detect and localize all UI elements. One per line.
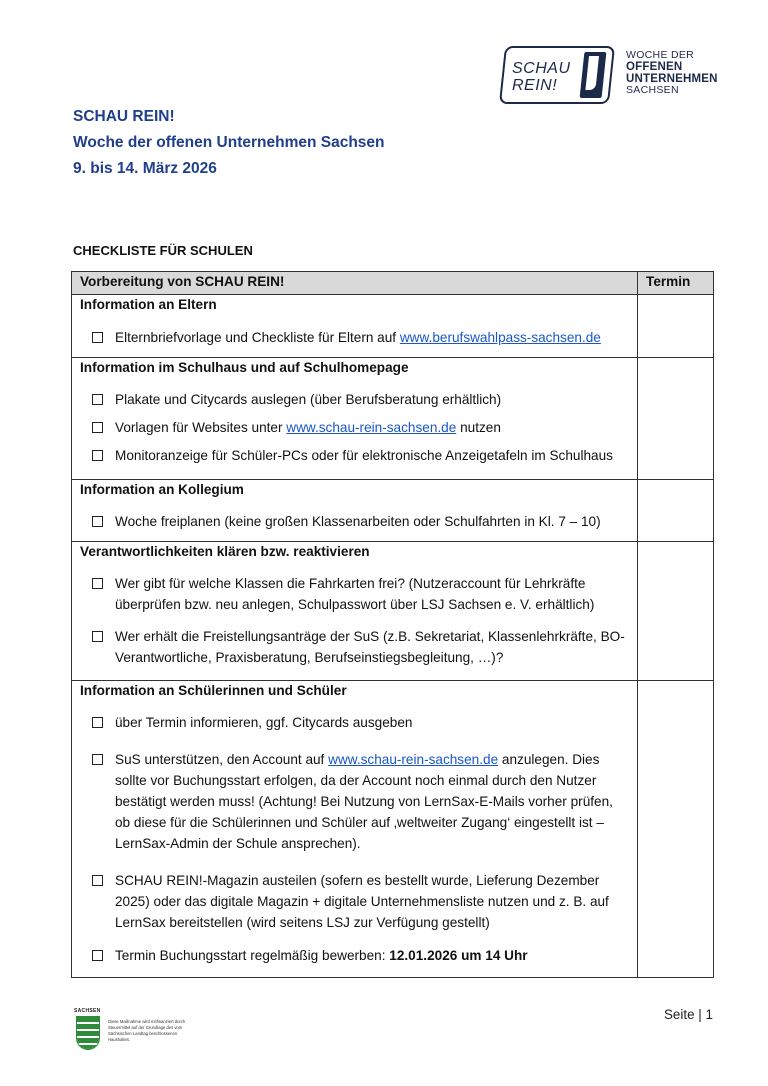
- checkbox[interactable]: [92, 631, 103, 642]
- section-row: [72, 542, 714, 681]
- table-header-row: [72, 272, 714, 295]
- heading-line-1: SCHAU REIN!: [73, 108, 175, 125]
- header-termin: Termin: [638, 272, 714, 295]
- link-berufswahlpass[interactable]: www.berufswahlpass-sachsen.de: [399, 330, 601, 345]
- checklist-item: Wer gibt für welche Klassen die Fahrkarten frei? (Nutzeraccount für Lehrkräfte überprüfen bzw. neu anlegen, Schulpasswort über LSJ Sachsen e. V. erhältlich): [72, 573, 637, 615]
- checklist-item: über Termin informieren, ggf. Citycards ausgeben: [72, 712, 637, 733]
- checklist-item: Plakate und Citycards auslegen (über Berufsberatung erhältlich): [72, 389, 637, 410]
- section-title: Information an Eltern: [80, 297, 217, 312]
- termin-cell[interactable]: [638, 542, 714, 681]
- checkbox[interactable]: [92, 875, 103, 886]
- sachsen-label: SACHSEN: [74, 1008, 101, 1014]
- schau-rein-logo: [502, 46, 732, 106]
- checklist-item: Termin Buchungsstart regelmäßig bewerben: 12.01.2026 um 14 Uhr: [72, 945, 637, 966]
- checklist-item: SuS unterstützen, den Account auf www.schau-rein-sachsen.de anzulegen. Dies sollte vor Buchungsstart erfolgen, da der Account noch einmal durch den Nutzer bestätigt werden muss! (Achtung! Bei Nutzung von LernSax-E-Mails vorher prüfen, ob diese für die Schülerinnen und Schüler auf ‚weltweiter Zugang‘ eingestellt ist – LernSax-Admin der Schule ansprechen).: [72, 749, 637, 854]
- coat-of-arms-stripes: [76, 1016, 100, 1050]
- checkbox[interactable]: [92, 578, 103, 589]
- checklist-title: CHECKLISTE FÜR SCHULEN: [73, 243, 253, 258]
- termin-cell[interactable]: [638, 295, 714, 358]
- heading-line-2: Woche der offenen Unternehmen Sachsen: [73, 134, 385, 151]
- sachsen-coat-of-arms-icon: [74, 1008, 104, 1052]
- checklist-item: Wer erhält die Freistellungsanträge der SuS (z.B. Sekretariat, Klassenlehrkräfte, BO-Verantwortliche, Praxisberatung, Berufseinstiegsbegleitung, …)?: [72, 626, 637, 668]
- checkbox[interactable]: [92, 950, 103, 961]
- checklist-item: Elternbriefvorlage und Checkliste für Eltern auf www.berufswahlpass-sachsen.de: [72, 327, 637, 348]
- checklist-item: Woche freiplanen (keine großen Klassenarbeiten oder Schulfahrten in Kl. 7 – 10): [72, 511, 637, 532]
- section-title: Verantwortlichkeiten klären bzw. reaktivieren: [80, 544, 370, 559]
- termin-cell[interactable]: [638, 480, 714, 542]
- checklist-item: Vorlagen für Websites unter www.schau-rein-sachsen.de nutzen: [72, 417, 637, 438]
- header-preparation: Vorbereitung von SCHAU REIN!: [72, 272, 638, 295]
- checkbox[interactable]: [92, 754, 103, 765]
- checkbox[interactable]: [92, 422, 103, 433]
- heading-line-3: 9. bis 14. März 2026: [73, 160, 217, 177]
- section-row: [72, 681, 714, 978]
- termin-cell[interactable]: [638, 358, 714, 480]
- section-title: Information an Schülerinnen und Schüler: [80, 683, 347, 698]
- termin-cell[interactable]: [638, 681, 714, 978]
- checkbox[interactable]: [92, 332, 103, 343]
- booking-start-date: 12.01.2026 um 14 Uhr: [389, 948, 528, 963]
- link-schau-rein[interactable]: www.schau-rein-sachsen.de: [328, 752, 499, 767]
- checkbox[interactable]: [92, 516, 103, 527]
- checklist-item: Monitoranzeige für Schüler-PCs oder für elektronische Anzeigetafeln im Schulhaus: [72, 445, 637, 466]
- checkbox[interactable]: [92, 717, 103, 728]
- section-title: Information im Schulhaus und auf Schulhomepage: [80, 360, 409, 375]
- section-row: [72, 295, 714, 358]
- logo-wordmark: WOCHE DER OFFENEN UNTERNEHMEN SACHSEN: [626, 49, 718, 96]
- link-schau-rein[interactable]: www.schau-rein-sachsen.de: [286, 420, 457, 435]
- checkbox[interactable]: [92, 394, 103, 405]
- checkbox[interactable]: [92, 450, 103, 461]
- logo-box-text: SCHAU REIN!: [512, 60, 571, 94]
- page-number: Seite | 1: [664, 1007, 713, 1022]
- document-heading: [73, 104, 385, 182]
- funding-note: Diese Maßnahme wird mitfinanziert durch Steuermittel auf der Grundlage des vom Sächsischen Landtag beschlossenen Haushaltes.: [108, 1019, 186, 1042]
- section-row: [72, 358, 714, 480]
- section-title: Information an Kollegium: [80, 482, 244, 497]
- checklist-table: [71, 271, 714, 978]
- checklist-item: SCHAU REIN!-Magazin austeilen (sofern es bestellt wurde, Lieferung Dezember 2025) oder das digitale Magazin + digitale Unternehmensliste nutzen und z. B. auf LernSax bereitstellen (wird seitens LSJ zur Verfügung gestellt): [72, 870, 637, 933]
- section-row: [72, 480, 714, 542]
